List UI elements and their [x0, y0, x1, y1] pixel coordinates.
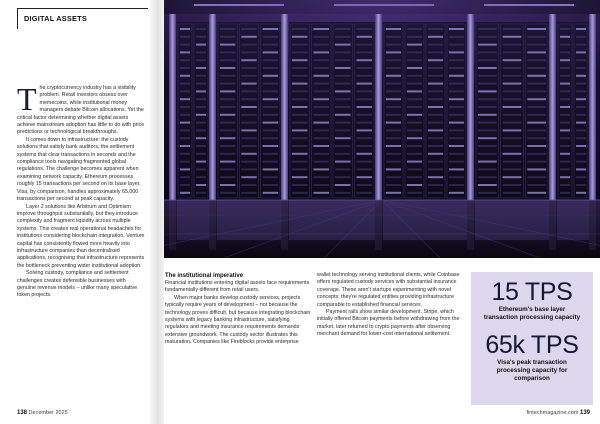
hero-image: [164, 0, 600, 258]
dropcap: T: [17, 81, 37, 117]
section-label: DIGITAL ASSETS: [24, 14, 88, 23]
stat-caption-ethereum: Ethereum's base layer transaction processing capacity: [483, 306, 581, 322]
stat-callout-box: [471, 272, 593, 405]
website: fintechmagazine.com: [526, 410, 579, 416]
paragraph: Financial institutions entering digital assets face requirements fundamentally different from retail users.: [165, 280, 310, 294]
opening-paragraph: [17, 81, 145, 137]
paragraph: Payment rails show similar development. Stripe, which initially offered Bitcoin payments before withdrawing from the market, later returned to crypto payments after observing merchant demand for lower-cost international settlement.: [317, 309, 460, 338]
middle-column-text: [165, 272, 311, 347]
right-folio: [526, 410, 590, 416]
subheading: The institutional imperative: [165, 273, 244, 279]
paragraph: Layer 2 solutions like Arbitrum and Optimism improve throughput substantially, but they introduce complexity and fragment liquidity across multiple systems. This creates real operational headaches for institutions considering blockchain integration. Venture capital has consistently flowed more heavily into infrastructure companies than decentralised applications, recognising that infrastructure represents the bottleneck preventing wider institutional adoption.: [17, 203, 145, 269]
server-room-illustration: [164, 0, 600, 258]
paragraph: When major banks develop custody services, projects typically require years of development – not because the technology proves difficult, but because integrating blockchain systems with legacy banking infrastructure, satisfying regulators and meeting insurance requirements demands extensive groundwork. The custody sector illustrates this maturation. Companies like Fireblocks provide enterprise: [165, 294, 311, 346]
paragraph: Solving custody, compliance and settlement challenges creates defensible businesses with genuine revenue models – unlike many speculative token projects.: [17, 270, 138, 299]
left-folio: [17, 410, 68, 416]
right-page-number: 139: [579, 410, 590, 416]
paragraph: wallet technology serving institutional clients, while Coinbase offers regulated custody services with substantial insurance coverage. These aren't startups experimenting with novel concepts; they're regulated entities providing infrastructure comparable to established financial services.: [317, 272, 460, 308]
left-column-text: [17, 81, 145, 300]
opening-text: he cryptocurrency industry has a visibility problem. Retail investors obsess over memecoins, while institutional money managers debate Bitcoin allocations. Yet the critical factor determining whether digital assets achieve mainstream adoption has little to do with price predictions or technological breakthroughs.: [17, 85, 145, 136]
stat-value-ethereum: 15 TPS: [491, 278, 573, 306]
left-page-number: 138: [17, 410, 28, 416]
page-gutter: [150, 0, 164, 424]
right-column-text: [317, 272, 463, 339]
stat-value-visa: 65k TPS: [485, 330, 579, 359]
issue-date: December 2025: [28, 410, 68, 416]
stat-caption-visa: Visa's peak transaction processing capacity for comparison: [496, 358, 568, 383]
paragraph: It comes down to infrastructure: the custody solutions that satisfy bank auditors, the settlement systems that clear transactions in seconds and the compliance tools navigating fragmented global regulations. The challenge becomes apparent when examining network capacity. Ethereum processes roughly 15 transactions per second on its base layer. Visa, by comparison, handles approximately 65,000 transactions per second at peak capacity.: [17, 136, 141, 203]
